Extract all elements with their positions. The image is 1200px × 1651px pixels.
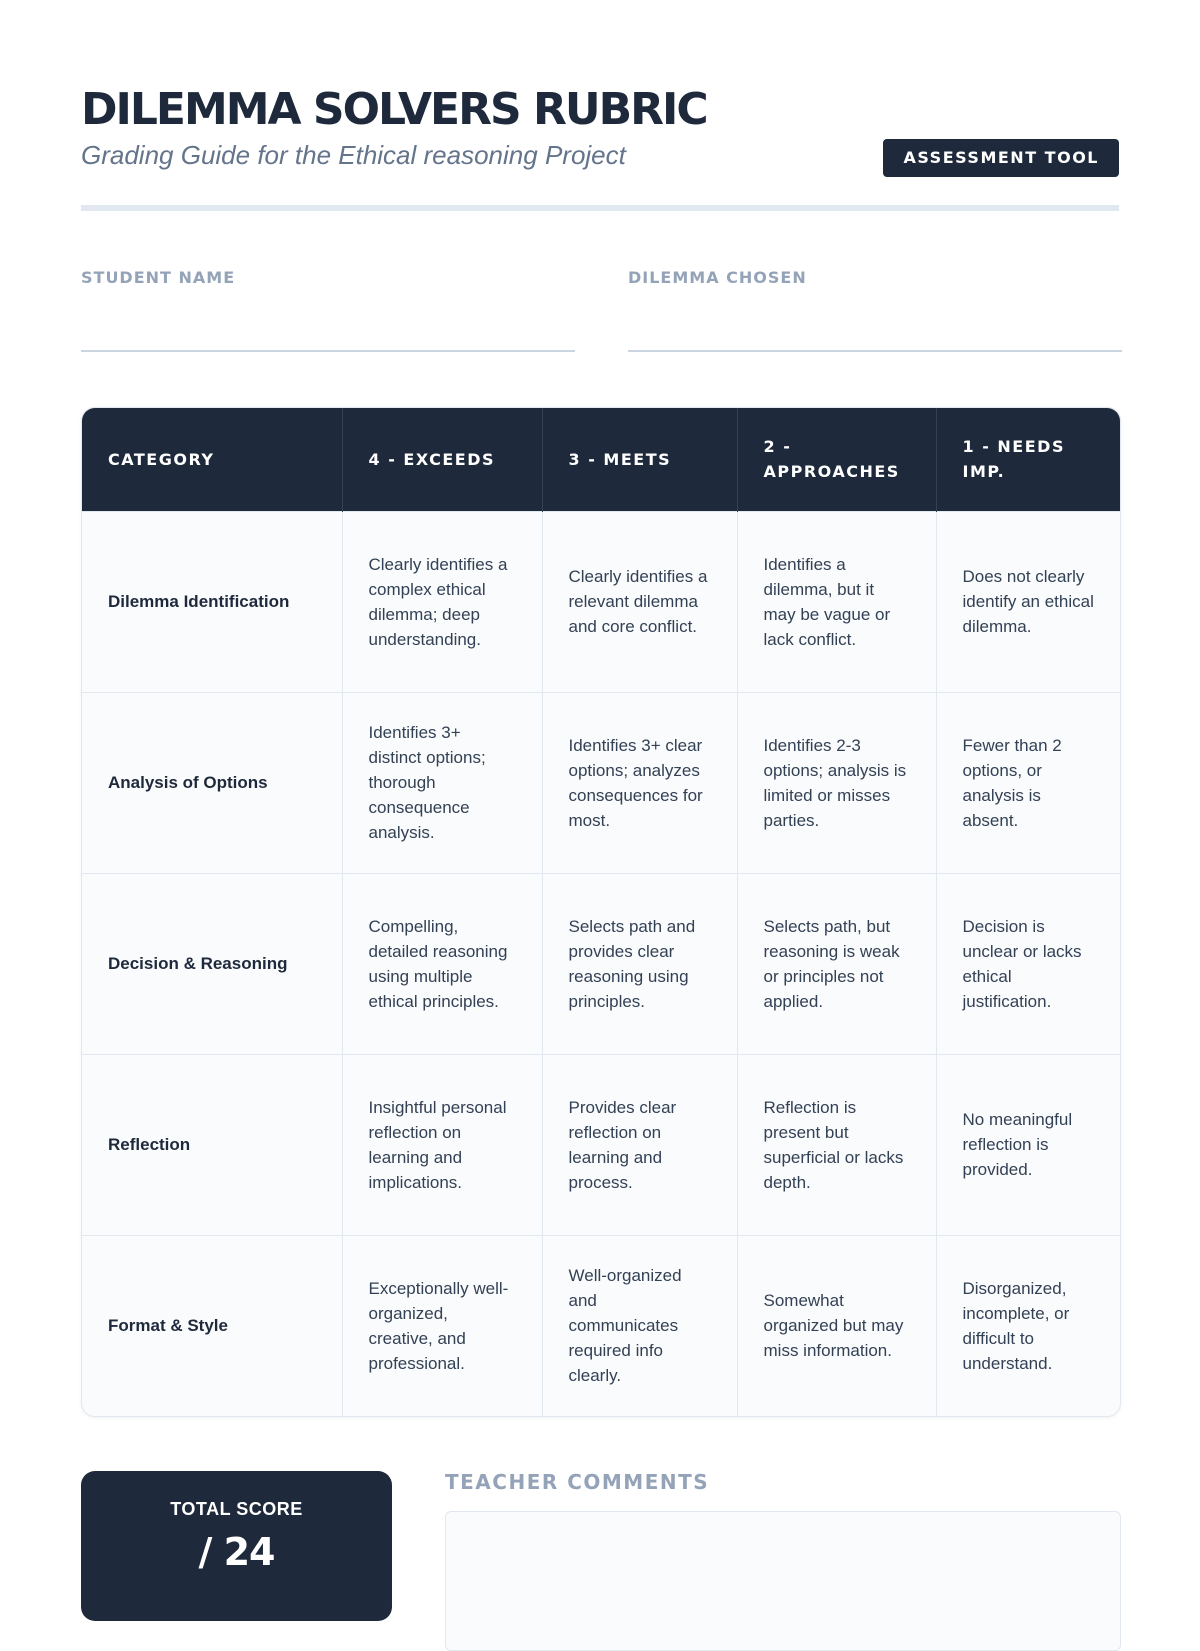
dilemma-chosen-label: DILEMMA CHOSEN: [628, 268, 807, 287]
teacher-comments-label: TEACHER COMMENTS: [445, 1470, 710, 1494]
column-header-exceeds: 4 - EXCEEDS: [342, 408, 542, 511]
cell-needs-improvement: Decision is unclear or lacks ethical justification.: [936, 873, 1121, 1054]
total-score-box: [81, 1471, 392, 1621]
table-row: [82, 692, 1121, 873]
header: [81, 0, 1119, 211]
cell-needs-improvement: Does not clearly identify an ethical dilemma.: [936, 511, 1121, 692]
page-subtitle: Grading Guide for the Ethical reasoning Project: [81, 140, 626, 170]
student-name-label: STUDENT NAME: [81, 268, 236, 287]
cell-approaches: Identifies 2-3 options; analysis is limited or misses parties.: [737, 692, 936, 873]
cell-meets: Identifies 3+ clear options; analyzes consequences for most.: [542, 692, 737, 873]
cell-approaches: Identifies a dilemma, but it may be vague or lack conflict.: [737, 511, 936, 692]
cell-meets: Clearly identifies a relevant dilemma and core conflict.: [542, 511, 737, 692]
cell-exceeds: Compelling, detailed reasoning using multiple ethical principles.: [342, 873, 542, 1054]
row-category: Decision & Reasoning: [82, 873, 342, 1054]
student-name-line[interactable]: [81, 350, 575, 352]
dilemma-chosen-field[interactable]: [628, 268, 1122, 287]
table-row: [82, 1235, 1121, 1416]
subtitle-row: [81, 138, 1119, 178]
column-header-needs-improvement: 1 - NEEDS IMP.: [936, 408, 1121, 511]
cell-exceeds: Insightful personal reflection on learning and implications.: [342, 1054, 542, 1235]
cell-needs-improvement: Disorganized, incomplete, or difficult to understand.: [936, 1235, 1121, 1416]
column-header-meets: 3 - MEETS: [542, 408, 737, 511]
total-score-value: / 24: [198, 1530, 275, 1574]
cell-meets: Well-organized and communicates required info clearly.: [542, 1235, 737, 1416]
table-header-row: [82, 408, 1121, 511]
page-title: DILEMMA SOLVERS RUBRIC: [81, 84, 707, 135]
cell-meets: Provides clear reflection on learning and process.: [542, 1054, 737, 1235]
table-row: [82, 511, 1121, 692]
row-category: Dilemma Identification: [82, 511, 342, 692]
assessment-tool-badge: ASSESSMENT TOOL: [883, 139, 1119, 177]
cell-meets: Selects path and provides clear reasoning using principles.: [542, 873, 737, 1054]
info-fields: [81, 268, 1119, 418]
cell-exceeds: Exceptionally well-organized, creative, and professional.: [342, 1235, 542, 1416]
cell-approaches: Reflection is present but superficial or lacks depth.: [737, 1054, 936, 1235]
dilemma-chosen-line[interactable]: [628, 350, 1122, 352]
cell-exceeds: Clearly identifies a complex ethical dilemma; deep understanding.: [342, 511, 542, 692]
cell-needs-improvement: Fewer than 2 options, or analysis is absent.: [936, 692, 1121, 873]
teacher-comments-section: [445, 1470, 1121, 1651]
header-divider: [81, 205, 1119, 211]
student-name-field[interactable]: [81, 268, 575, 287]
teacher-comments-box[interactable]: [445, 1511, 1121, 1651]
column-header-category: CATEGORY: [82, 408, 342, 511]
table-row: [82, 873, 1121, 1054]
cell-approaches: Somewhat organized but may miss information.: [737, 1235, 936, 1416]
row-category: Analysis of Options: [82, 692, 342, 873]
cell-exceeds: Identifies 3+ distinct options; thorough consequence analysis.: [342, 692, 542, 873]
cell-needs-improvement: No meaningful reflection is provided.: [936, 1054, 1121, 1235]
total-score-label: TOTAL SCORE: [170, 1499, 303, 1519]
table-row: [82, 1054, 1121, 1235]
row-category: Format & Style: [82, 1235, 342, 1416]
row-category: Reflection: [82, 1054, 342, 1235]
rubric-table: [81, 407, 1121, 1417]
column-header-approaches: 2 - APPROACHES: [737, 408, 936, 511]
cell-approaches: Selects path, but reasoning is weak or principles not applied.: [737, 873, 936, 1054]
